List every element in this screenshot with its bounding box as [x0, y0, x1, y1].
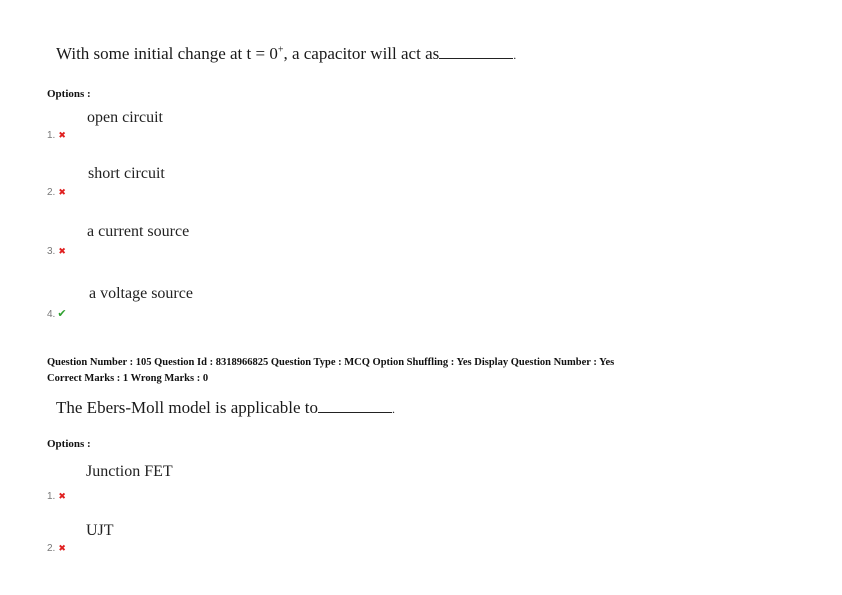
options-label: Options : [47, 438, 91, 450]
question-2-period: . [392, 402, 396, 416]
options-label: Options : [47, 88, 91, 100]
option-2-marker [47, 182, 66, 200]
option-4-text: a voltage source [89, 285, 193, 302]
question-1-text [56, 44, 516, 64]
answer-blank [318, 398, 392, 413]
option-1-marker [47, 486, 66, 504]
option-4-marker [47, 304, 67, 322]
option-2-text: UJT [86, 522, 114, 539]
option-2-marker [47, 538, 66, 556]
wrong-cross-icon: ✖ [58, 544, 66, 554]
wrong-cross-icon: ✖ [58, 131, 66, 141]
option-1-marker [47, 125, 66, 143]
option-4-number: 4. [47, 309, 56, 320]
option-2-number: 2. [47, 187, 56, 198]
option-1-number: 1. [47, 130, 56, 141]
option-1-text: open circuit [87, 109, 163, 126]
option-3-number: 3. [47, 246, 56, 257]
wrong-cross-icon: ✖ [58, 188, 66, 198]
question-2-text [56, 398, 395, 418]
question-1-text-pre: With some initial change at t = 0 [56, 44, 278, 63]
answer-blank [439, 44, 513, 59]
question-1-period: . [513, 48, 517, 62]
question-2-meta-line-2: Correct Marks : 1 Wrong Marks : 0 [47, 373, 209, 384]
option-3-marker [47, 241, 66, 259]
question-2-meta-line-1: Question Number : 105 Question Id : 8318966825 Question Type : MCQ Option Shuffling : Yes Display Question Number : Yes [47, 357, 615, 368]
wrong-cross-icon: ✖ [58, 247, 66, 257]
question-2-text-main: The Ebers-Moll model is applicable to [56, 398, 319, 417]
wrong-cross-icon: ✖ [58, 492, 66, 502]
option-1-number: 1. [47, 491, 56, 502]
option-2-text: short circuit [88, 165, 165, 182]
question-1-superscript: + [277, 44, 284, 56]
option-3-text: a current source [87, 223, 190, 240]
question-1-text-post: , a capacitor will act as [283, 44, 440, 63]
option-2-number: 2. [47, 543, 56, 554]
option-1-text: Junction FET [86, 463, 173, 480]
correct-check-icon: ✔ [57, 307, 67, 320]
